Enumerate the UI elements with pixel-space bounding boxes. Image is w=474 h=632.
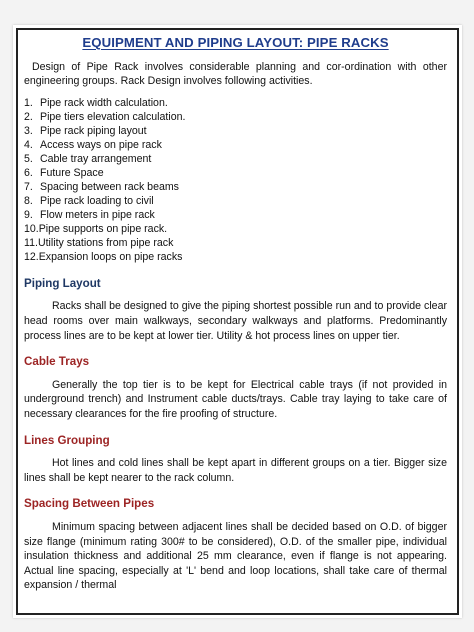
list-item <box>24 208 447 222</box>
list-item-text: Pipe rack piping layout <box>40 124 147 137</box>
heading-lines-grouping: Lines Grouping <box>24 433 110 447</box>
heading-cable-trays: Cable Trays <box>24 355 90 369</box>
list-item-number: 11. <box>24 236 38 249</box>
intro-paragraph: Design of Pipe Rack involves considerable planning and cor-ordination with other engineering groups. Rack Design involves following activities. <box>24 60 447 88</box>
list-item-number: 3. <box>24 124 33 137</box>
list-item-number: 5. <box>24 152 33 165</box>
paragraph-piping-layout: Racks shall be designed to give the piping shortest possible run and to provide clear head rooms over main walkways, secondary walkways and platforms. Predominantly process lines are to be kept at lower tier. Utility & hot process lines on upper tier. <box>24 300 447 342</box>
list-item-number: 7. <box>24 180 33 193</box>
page-content <box>24 36 447 605</box>
list-item-text: Expansion loops on pipe racks <box>38 250 183 263</box>
list-item-text: Cable tray arrangement <box>40 152 152 165</box>
list-item <box>24 166 447 180</box>
list-item-text: Utility stations from pipe rack <box>37 236 174 249</box>
list-item-number: 10. <box>24 222 39 235</box>
activities-list <box>24 96 447 264</box>
list-item <box>24 180 447 194</box>
list-item <box>24 194 447 208</box>
list-item <box>24 96 447 110</box>
list-item <box>24 110 447 124</box>
list-item <box>24 250 447 264</box>
heading-spacing-between-pipes: Spacing Between Pipes <box>24 497 155 511</box>
list-item-text: Flow meters in pipe rack <box>40 208 155 221</box>
document-title: EQUIPMENT AND PIPING LAYOUT: PIPE RACKS <box>82 35 389 50</box>
list-item-text: Spacing between rack beams <box>40 180 179 193</box>
list-item-number: 6. <box>24 166 33 179</box>
paragraph-lines-grouping: Hot lines and cold lines shall be kept apart in different groups on a tier. Bigger size lines shall be kept nearer to the rack column. <box>24 457 447 484</box>
list-item-number: 2. <box>24 110 33 123</box>
list-item-text: Pipe tiers elevation calculation. <box>40 110 186 123</box>
document-page <box>13 25 462 618</box>
paragraph-cable-trays: Generally the top tier is to be kept for Electrical cable trays (if not provided in underground trench) and Instrument cable ducts/trays. Cable tray laying to take care of necessary clearances for the fire proofing of structure. <box>24 378 447 420</box>
list-item <box>24 138 447 152</box>
list-item <box>24 222 447 236</box>
list-item <box>24 124 447 138</box>
list-item-number: 8. <box>24 194 33 207</box>
heading-piping-layout: Piping Layout <box>24 276 101 290</box>
list-item <box>24 152 447 166</box>
list-item-number: 1. <box>24 96 33 109</box>
list-item <box>24 236 447 250</box>
list-item-text: Future Space <box>40 166 104 179</box>
list-item-text: Pipe rack width calculation. <box>40 96 168 109</box>
list-item-number: 4. <box>24 138 33 151</box>
paragraph-spacing-between-pipes: Minimum spacing between adjacent lines shall be decided based on O.D. of bigger size flange (minimum rating 300# to be considered), O.D. of the smaller pipe, individual insulation thickness and additional 25 mm clearance, even if flange is not appearing. Actual line spacing, especially at 'L' bend and loop locations, shall take care of thermal expansion / thermal <box>24 520 447 592</box>
list-item-number: 12. <box>24 250 39 263</box>
list-item-text: Pipe supports on pipe rack. <box>38 222 168 235</box>
list-item-number: 9. <box>24 208 33 221</box>
list-item-text: Access ways on pipe rack <box>40 138 162 151</box>
list-item-text: Pipe rack loading to civil <box>40 194 154 207</box>
